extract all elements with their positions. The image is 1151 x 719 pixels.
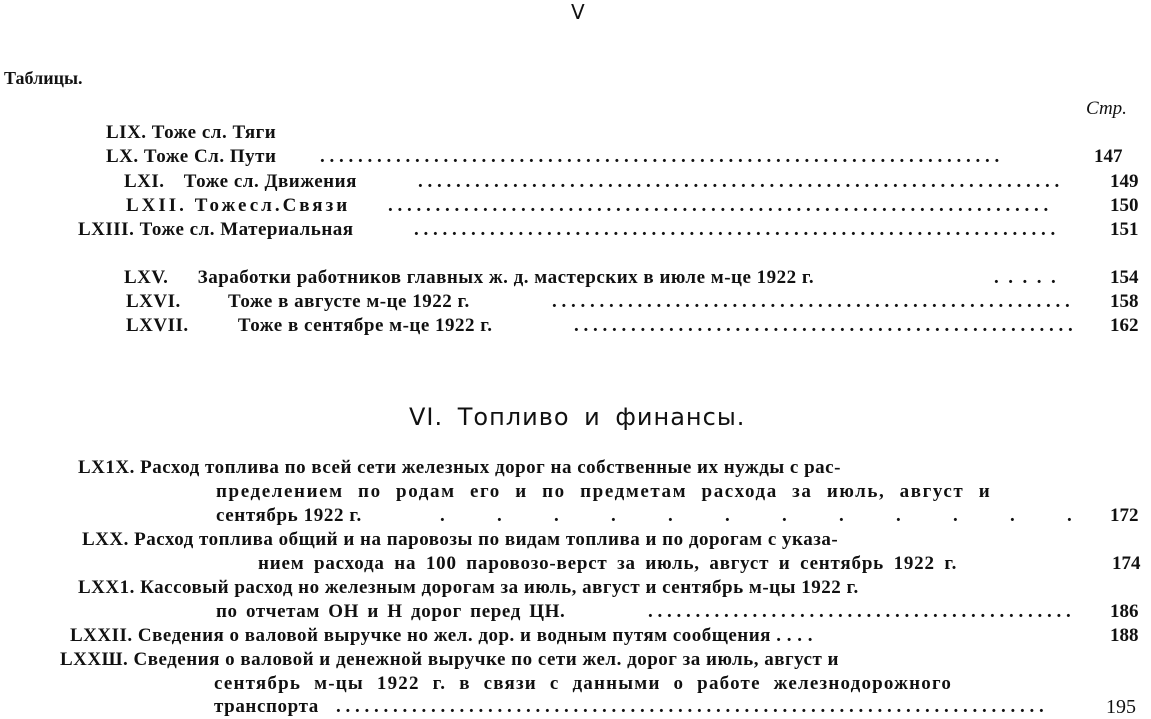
leader-dots: . . . . . . . . . . . . . . . . . . . . . . . . . . . . . . . . . . . . . . . . . . . . . . . . . . . . . . . . . . . . . . . . . . . . [414, 219, 1056, 240]
entry-number: LXV. [124, 267, 169, 288]
entry-page: 147 [1094, 146, 1123, 167]
entry-number: LXI. [124, 171, 165, 192]
entry-number: LIX. [106, 122, 147, 143]
entry-title: Тоже сл. Материальная [139, 219, 354, 240]
entry-page: 188 [1110, 625, 1139, 646]
toc-entry [106, 146, 276, 168]
entry-title: Тожесл.Связи [194, 195, 351, 216]
toc-entry [70, 625, 813, 647]
entry-page: 162 [1110, 315, 1139, 336]
entry-page: 186 [1110, 601, 1139, 622]
entry-title-line: транспорта [214, 696, 319, 717]
entry-number: LXXII. [70, 625, 133, 646]
leader-dots: . . . . . . . . . . . . . . . . . . . . . . . . . . . . . . . . . . . . . . . . . . . . . [648, 601, 1071, 622]
entry-number: LXII. [126, 195, 187, 216]
toc-entry [78, 577, 859, 599]
toc-entry [82, 529, 838, 551]
entry-number: LXXШ. [60, 649, 129, 670]
toc-entry [126, 291, 470, 313]
entry-number: LXVI. [126, 291, 181, 312]
leader-dots: . . . . . . . . . . . . . . . . . . . . . . . . . . . . . . . . . . . . . . . . . . . . . . . . . . . . . . . . . . . . . . . . . . . . . . . . . . . [336, 696, 1044, 717]
leader-dots: . . . . . . . . . . . . . . . . . . . . . . . . . . . . . . . . . . . . . . . . . . . . . . . . . . . . . . . . . . . . . . . . . . . . . . [388, 195, 1049, 216]
entry-title: Тоже Сл. Пути [143, 146, 277, 167]
section-label: Таблицы. [4, 68, 83, 88]
toc-entry [126, 315, 493, 337]
toc-entry [78, 457, 841, 479]
leader-dots: . . . . . . . . . . . . . . . . . . . . . . . . . . . . . . . . . . . . . . . . . . . . . . . . . . . . . . . . . . . . . . . . . . . . [418, 171, 1060, 192]
entry-title-line: Сведения о валовой выручке но жел. дор. и водным путям сообщения . . . . [137, 625, 813, 646]
entry-number: LX1X. [78, 457, 135, 478]
entry-title: Тоже в сентябре м-це 1922 г. [237, 315, 493, 336]
entry-number: LXVII. [126, 315, 189, 336]
entry-page: 154 [1110, 267, 1139, 288]
entry-number: LX. [106, 146, 139, 167]
leader-dots: . . . . . . . . . . . . . . . . . . . . . . . . . . . . . . . . . . . . . . . . . . . . . . . . . . . . . [574, 315, 1073, 336]
entry-title: Заработки работников главных ж. д. мастерских в июле м-це 1922 г. [197, 267, 815, 288]
entry-title-line: по отчетам ОН и Н дорог перед ЦН. [216, 601, 566, 622]
leader-dots: . . . . . . . . . . . . . . . . . . . . . . . . . . . . . . . . . . . . . . . . . . . . . . . . . . . . . . . [552, 291, 1070, 312]
page-number: V [571, 0, 585, 24]
entry-number: LXX. [82, 529, 129, 550]
entry-page: 150 [1110, 195, 1139, 216]
entry-page: 149 [1110, 171, 1139, 192]
section-heading: VI. Топливо и финансы. [409, 403, 746, 431]
page-column-label: Стр. [1086, 98, 1127, 119]
toc-entry [60, 649, 839, 671]
entry-title-line: сентябрь м-цы 1922 г. в связи с данными о работе железнодорожного [214, 673, 953, 694]
entry-title: Тоже в августе м-це 1922 г. [228, 291, 470, 312]
entry-page: 151 [1110, 219, 1139, 240]
entry-page: 174 [1112, 553, 1141, 574]
entry-title-line: Сведения о валовой и денежной выручке по сети жел. дорог за июль, август и [133, 649, 839, 670]
leader-dots: . . . . . [994, 267, 1056, 288]
entry-title-line: пределением по родам его и по предметам расхода за июль, август и [216, 481, 992, 502]
entry-page: 172 [1110, 505, 1139, 526]
entry-title-line: Расход топлива по всей сети железных дорог на собственные их нужды с рас- [140, 457, 841, 478]
toc-entry [78, 219, 354, 241]
leader-dots: . . . . . . . . . . . . . . . . . . . . . . . . . . . . . . . . . . . . . . . . . . . . . . . . . . . . . . . . . . . . . . . . . . . . . . . . [320, 146, 1000, 167]
entry-title-line: нием расхода на 100 паровозо-верст за июль, август и сентябрь 1922 г. [258, 553, 958, 574]
toc-entry [124, 171, 357, 193]
entry-number: LXX1. [78, 577, 135, 598]
toc-entry [126, 195, 350, 217]
toc-entry [106, 122, 276, 144]
entry-page: 195 [1106, 696, 1136, 718]
entry-page: 158 [1110, 291, 1139, 312]
toc-entry [124, 267, 814, 289]
entry-title-line: Кассовый расход но железным дорогам за июль, август и сентябрь м-цы 1922 г. [140, 577, 859, 598]
leader-dots: . . . . . . . . . . . . [440, 505, 1072, 526]
entry-title: Тоже сл. Тяги [151, 122, 277, 143]
entry-title: Тоже сл. Движения [183, 171, 357, 192]
entry-title-line: Расход топлива общий и на паровозы по видам топлива и по дорогам с указа- [134, 529, 839, 550]
entry-title-line: сентябрь 1922 г. [216, 505, 362, 526]
entry-number: LXIII. [78, 219, 135, 240]
